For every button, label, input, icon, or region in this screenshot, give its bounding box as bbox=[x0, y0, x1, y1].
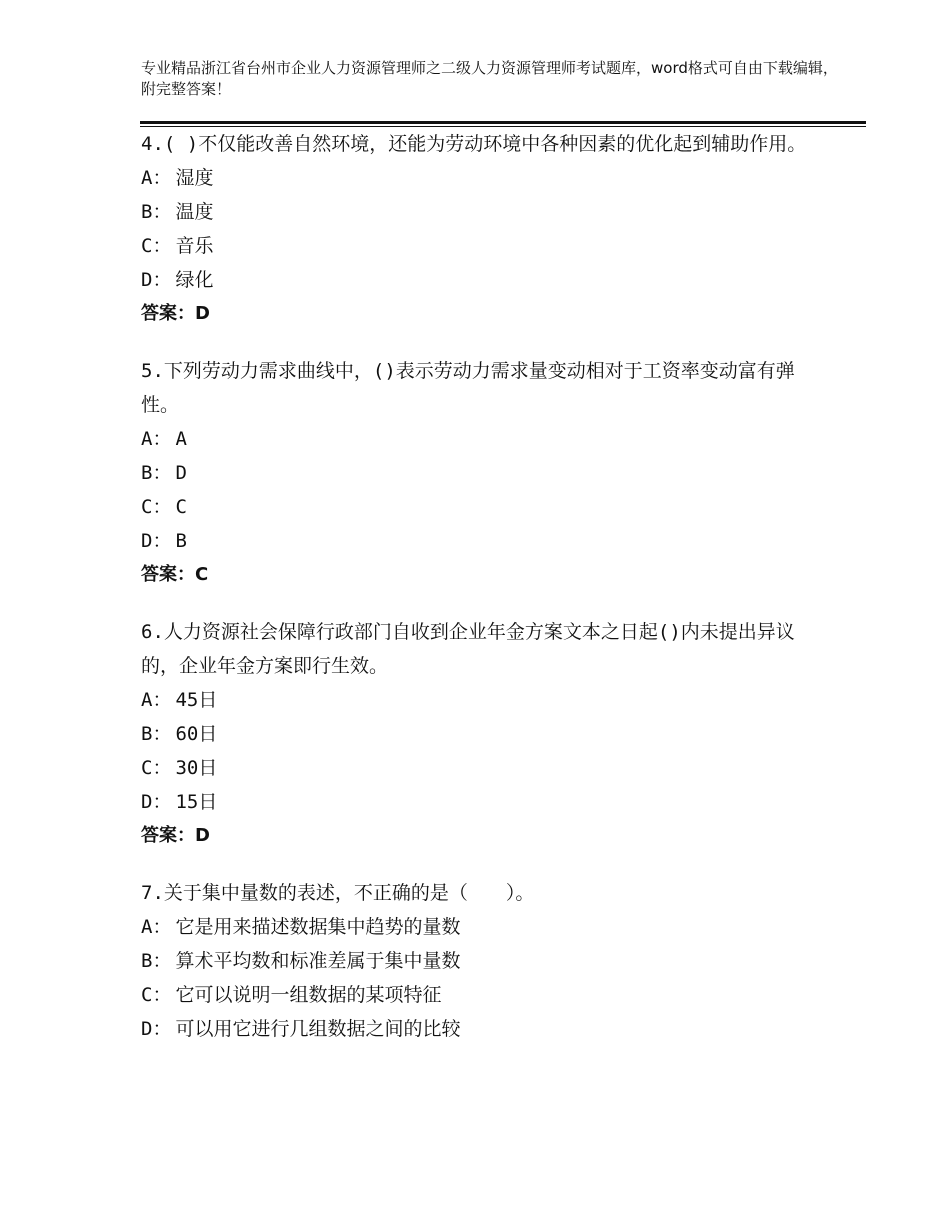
question-stem: 4.( )不仅能改善自然环境，还能为劳动环境中各种因素的优化起到辅助作用。 bbox=[141, 133, 807, 155]
option-d bbox=[141, 1012, 821, 1046]
option-letter: B： bbox=[141, 201, 172, 223]
option-text: 音乐 bbox=[175, 235, 214, 257]
answer-line: 答案：D bbox=[141, 303, 210, 324]
option-text: 15日 bbox=[175, 791, 218, 813]
option-b bbox=[141, 456, 821, 490]
answer-line: 答案：C bbox=[141, 564, 209, 585]
option-text: 算术平均数和标准差属于集中量数 bbox=[175, 950, 461, 972]
option-letter: A： bbox=[141, 167, 172, 189]
document-header: 专业精品浙江省台州市企业人力资源管理师之二级人力资源管理师考试题库，word格式可自由下载编辑，附完整答案！ bbox=[141, 59, 838, 98]
option-letter: B： bbox=[141, 950, 172, 972]
option-text: A bbox=[175, 428, 187, 450]
option-a bbox=[141, 422, 821, 456]
option-text: 60日 bbox=[175, 723, 218, 745]
option-letter: C： bbox=[141, 984, 172, 1006]
question-7 bbox=[141, 876, 821, 1046]
option-d bbox=[141, 524, 821, 558]
option-text: 温度 bbox=[175, 201, 214, 223]
option-a bbox=[141, 683, 821, 717]
question-5 bbox=[141, 354, 821, 592]
option-text: C bbox=[175, 496, 187, 518]
option-text: 可以用它进行几组数据之间的比较 bbox=[175, 1018, 461, 1040]
option-text: 绿化 bbox=[175, 269, 214, 291]
question-4 bbox=[141, 127, 821, 331]
question-6 bbox=[141, 615, 821, 853]
option-c bbox=[141, 978, 821, 1012]
option-c bbox=[141, 751, 821, 785]
option-b bbox=[141, 944, 821, 978]
option-text: 45日 bbox=[175, 689, 218, 711]
option-letter: C： bbox=[141, 496, 172, 518]
option-a bbox=[141, 161, 821, 195]
question-stem: 7.关于集中量数的表述，不正确的是（ ）。 bbox=[141, 882, 535, 904]
question-stem: 6.人力资源社会保障行政部门自收到企业年金方案文本之日起()内未提出异议的，企业年金方案即行生效。 bbox=[141, 621, 795, 677]
option-text: B bbox=[175, 530, 187, 552]
question-list bbox=[141, 127, 821, 1069]
option-text: 30日 bbox=[175, 757, 218, 779]
header-divider-thick bbox=[140, 121, 866, 124]
option-letter: A： bbox=[141, 916, 172, 938]
option-letter: C： bbox=[141, 757, 172, 779]
option-d bbox=[141, 263, 821, 297]
option-letter: D： bbox=[141, 791, 172, 813]
option-b bbox=[141, 195, 821, 229]
option-letter: B： bbox=[141, 723, 172, 745]
option-d bbox=[141, 785, 821, 819]
answer-line: 答案：D bbox=[141, 825, 210, 846]
option-text: D bbox=[175, 462, 187, 484]
option-letter: D： bbox=[141, 1018, 172, 1040]
option-c bbox=[141, 229, 821, 263]
question-stem: 5.下列劳动力需求曲线中，()表示劳动力需求量变动相对于工资率变动富有弹性。 bbox=[141, 360, 795, 416]
option-letter: B： bbox=[141, 462, 172, 484]
option-letter: D： bbox=[141, 530, 172, 552]
option-a bbox=[141, 910, 821, 944]
option-c bbox=[141, 490, 821, 524]
option-b bbox=[141, 717, 821, 751]
option-text: 它可以说明一组数据的某项特征 bbox=[175, 984, 442, 1006]
option-letter: A： bbox=[141, 689, 172, 711]
option-letter: A： bbox=[141, 428, 172, 450]
option-letter: D： bbox=[141, 269, 172, 291]
option-text: 湿度 bbox=[175, 167, 214, 189]
option-text: 它是用来描述数据集中趋势的量数 bbox=[175, 916, 461, 938]
option-letter: C： bbox=[141, 235, 172, 257]
